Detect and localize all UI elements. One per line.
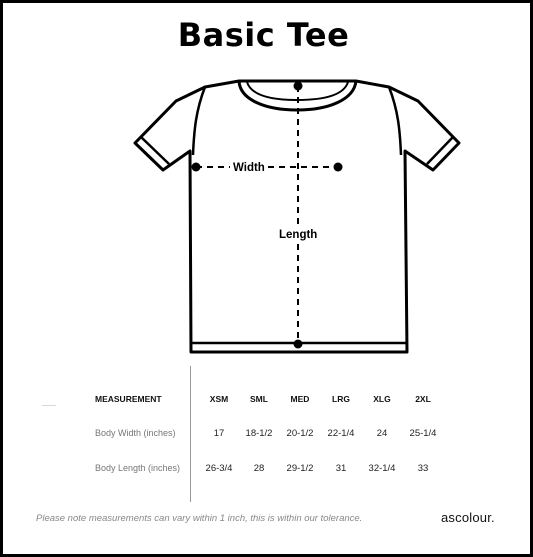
cell-width-med: 20-1/2 — [286, 428, 314, 439]
table-row-mark — [42, 405, 56, 406]
cell-width-xsm: 17 — [213, 428, 225, 439]
cell-width-sml: 18-1/2 — [245, 428, 273, 439]
width-left-dot — [192, 163, 201, 172]
cell-length-sml: 28 — [253, 463, 265, 474]
cell-length-xsm: 26-3/4 — [205, 463, 233, 474]
brand-logo: ascolour. — [441, 510, 495, 525]
length-label: Length — [279, 229, 318, 241]
length-bottom-dot — [294, 340, 303, 349]
header-size-xlg: XLG — [373, 394, 391, 404]
header-measurement: MEASUREMENT — [95, 394, 162, 404]
header-size-2xl: 2XL — [415, 394, 431, 404]
cell-width-2xl: 25-1/4 — [409, 428, 437, 439]
header-size-lrg: LRG — [332, 394, 350, 404]
row-label-body-length: Body Length (inches) — [95, 463, 181, 473]
header-size-xsm: XSM — [209, 394, 229, 404]
product-title: Basic Tee — [177, 16, 350, 54]
cell-length-xlg: 32-1/4 — [368, 463, 396, 474]
width-label: Width — [233, 162, 265, 174]
cell-length-lrg: 31 — [335, 463, 347, 474]
tolerance-note: Please note measurements can vary within 1 inch, this is within our tolerance. — [36, 513, 363, 524]
header-size-sml: SML — [250, 394, 268, 404]
cell-length-2xl: 33 — [417, 463, 429, 474]
header-size-med: MED — [290, 394, 310, 404]
cell-width-lrg: 22-1/4 — [327, 428, 355, 439]
cell-width-xlg: 24 — [376, 428, 388, 439]
table-divider — [190, 366, 191, 502]
row-label-body-width: Body Width (inches) — [95, 428, 176, 438]
length-top-dot — [294, 82, 303, 91]
cell-length-med: 29-1/2 — [286, 463, 314, 474]
width-right-dot — [334, 163, 343, 172]
